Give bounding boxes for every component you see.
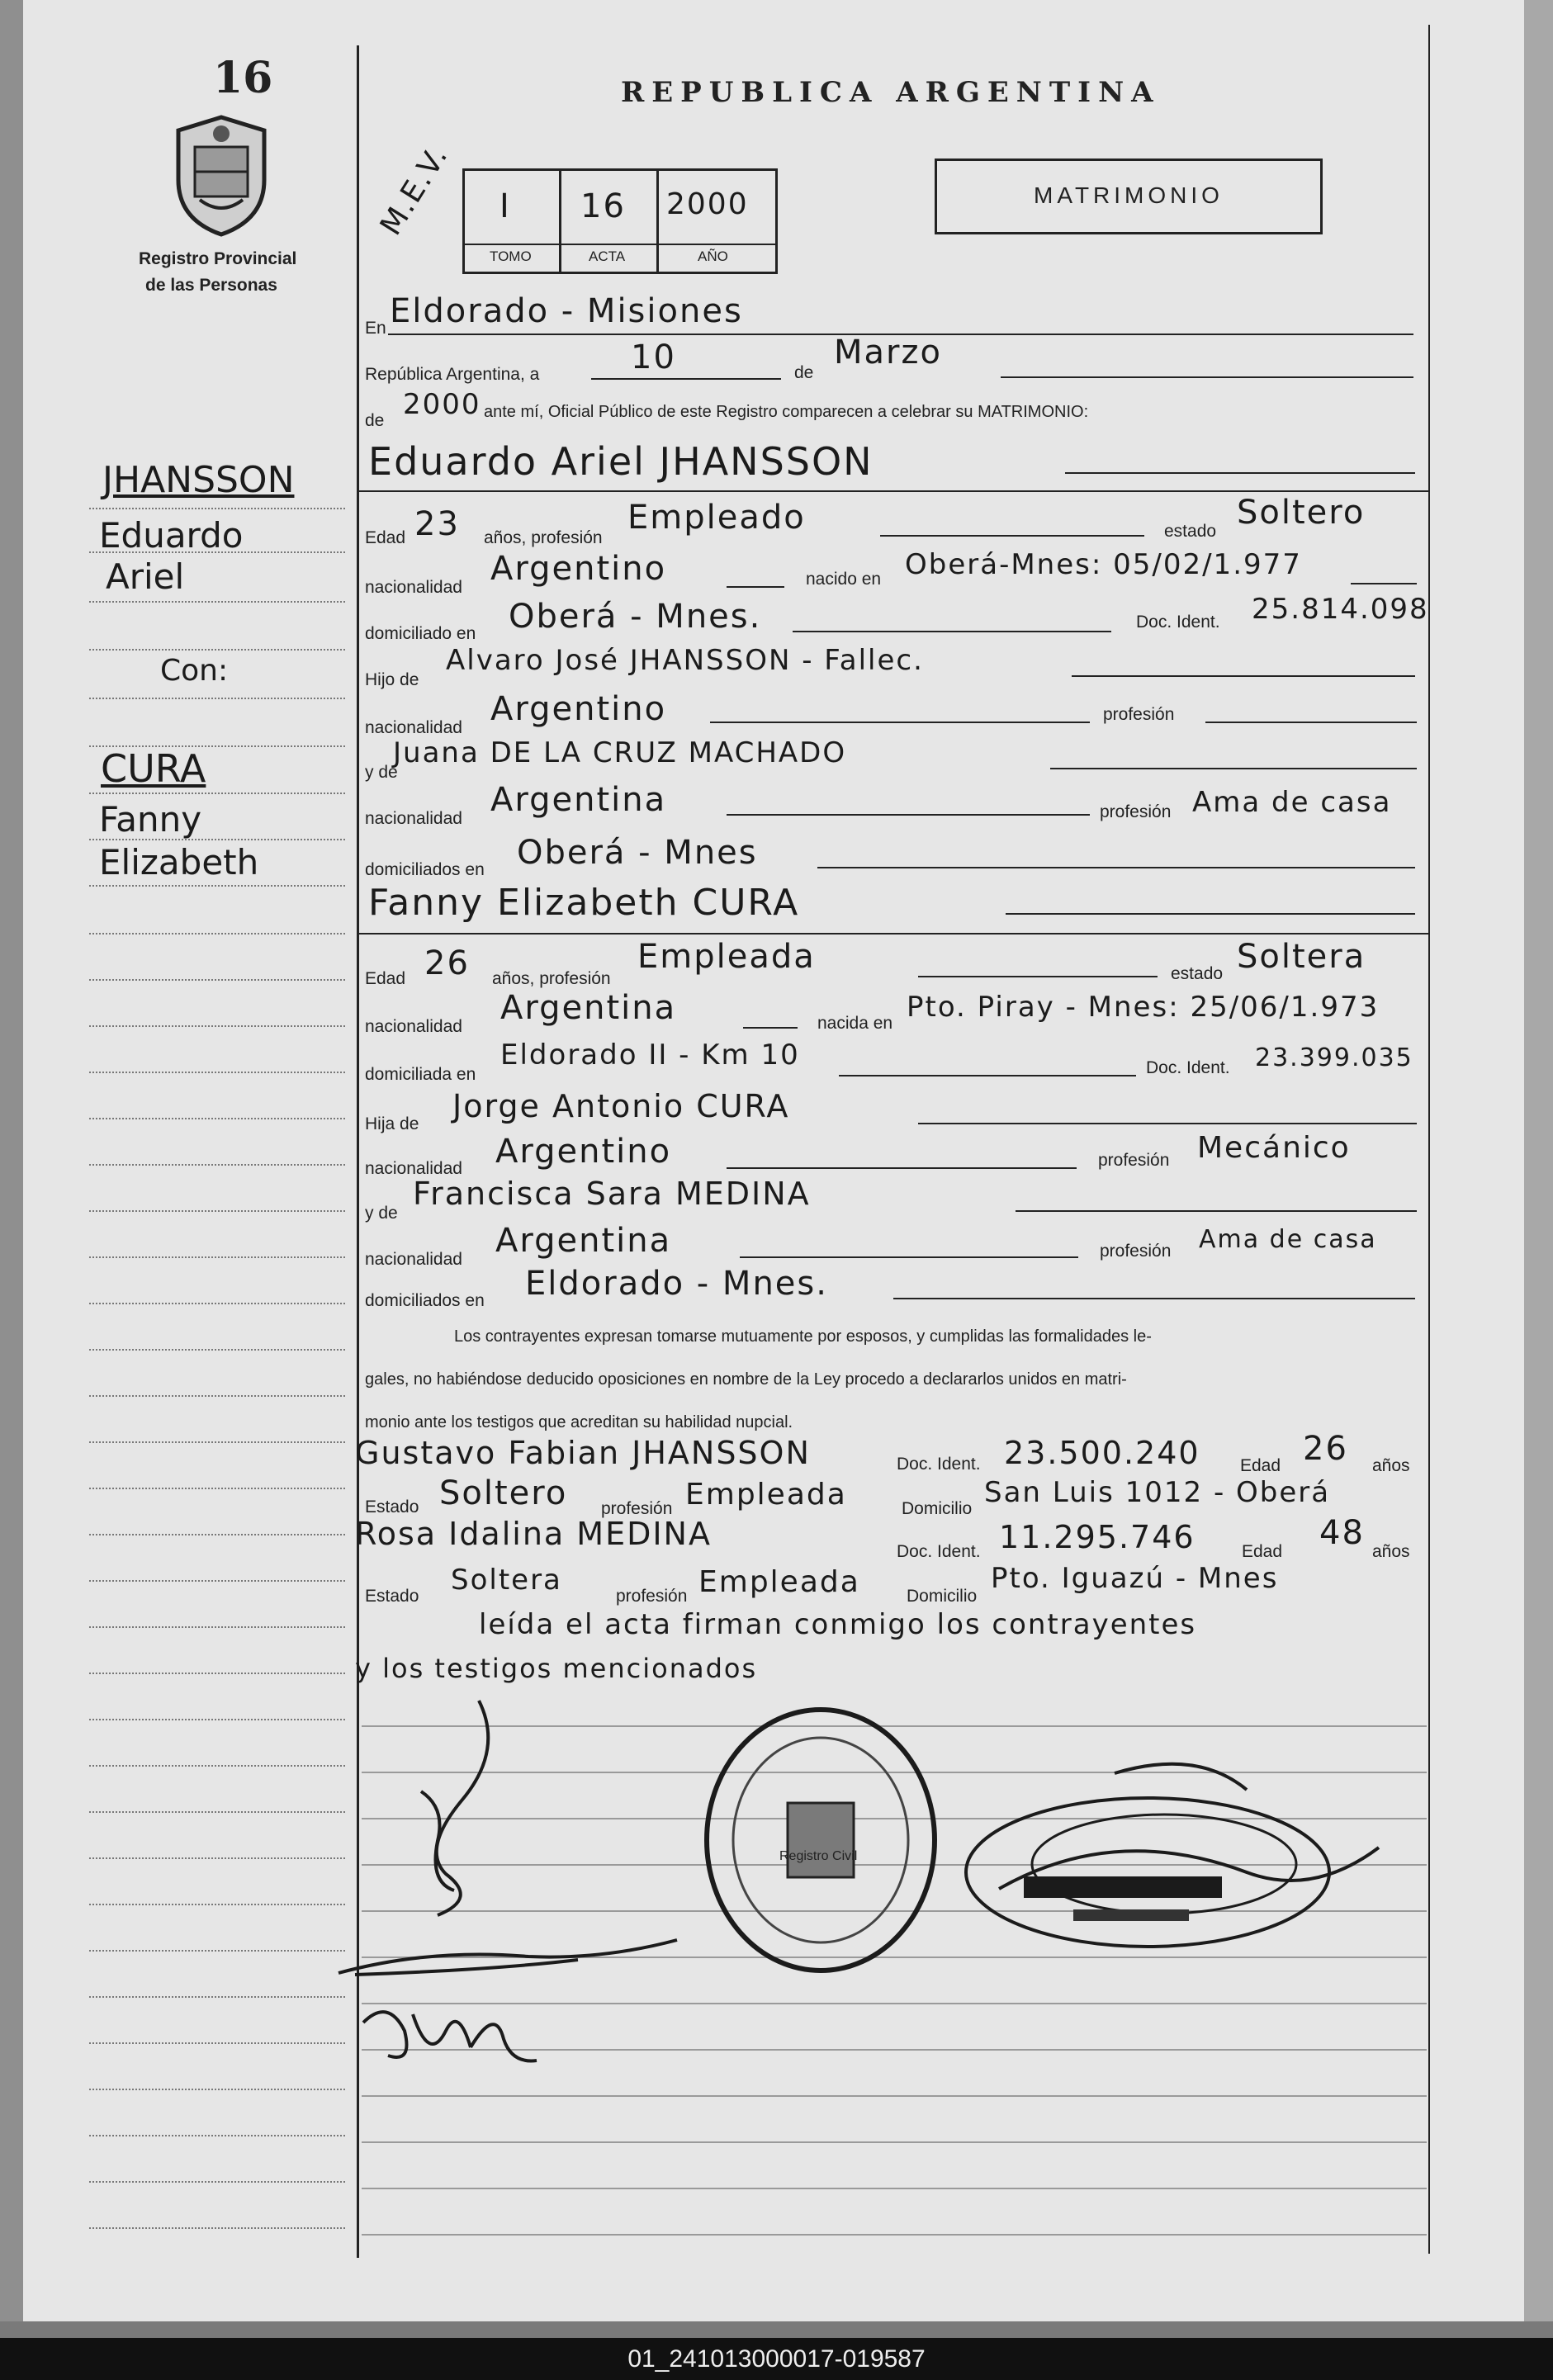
right-border xyxy=(1428,25,1430,2254)
margin-rule xyxy=(89,2227,345,2229)
label-edad: Edad xyxy=(1242,1542,1283,1561)
margin-rule xyxy=(89,2089,345,2090)
groom-domicile: Oberá - Mnes. xyxy=(509,598,762,636)
witness2-age: 48 xyxy=(1319,1514,1365,1552)
line xyxy=(1205,722,1417,723)
line xyxy=(1006,913,1415,915)
line xyxy=(1050,768,1417,769)
header-title: REPUBLICA ARGENTINA xyxy=(621,76,1161,109)
record-box xyxy=(462,168,778,274)
bride-age: 26 xyxy=(424,944,470,982)
label-nacida-en: nacida en xyxy=(817,1014,893,1033)
statement-line-2: gales, no habiéndose deducido oposiciones en nombre de la Ley procedo a declararlos unidos en matri- xyxy=(365,1370,1127,1389)
groom-mother-nationality: Argentina xyxy=(490,781,667,819)
bride-mother-nationality: Argentina xyxy=(495,1222,672,1260)
witness2-domicile: Pto. Iguazú - Mnes xyxy=(991,1562,1279,1595)
groom-doc: 25.814.098 xyxy=(1252,593,1429,626)
registry-name-line1: Registro Provincial xyxy=(139,249,297,268)
label-edad: Edad xyxy=(365,528,406,547)
line xyxy=(1072,675,1415,677)
margin-rule xyxy=(89,1349,345,1351)
bride-mother-profession: Ama de casa xyxy=(1199,1225,1377,1254)
label-profesion: profesión xyxy=(1098,1151,1170,1170)
label-profesion: profesión xyxy=(1100,1242,1172,1261)
margin-rule xyxy=(89,2181,345,2183)
record-ano: 2000 xyxy=(666,187,749,221)
witness1-domicile: San Luis 1012 - Oberá xyxy=(984,1476,1331,1509)
label-doc-ident: Doc. Ident. xyxy=(897,1455,981,1474)
margin-rule xyxy=(89,1256,345,1258)
margin-rule xyxy=(89,1626,345,1628)
bride-father: Jorge Antonio CURA xyxy=(452,1088,790,1124)
margin-rule xyxy=(89,1072,345,1073)
margin-rule xyxy=(89,1811,345,1813)
margin-rule xyxy=(89,508,345,509)
line xyxy=(793,631,1111,632)
margin-rule xyxy=(89,1210,345,1212)
witness1-name: Gustavo Fabian JHANSSON xyxy=(355,1435,811,1471)
bride-full-name: Fanny Elizabeth CURA xyxy=(368,882,800,924)
witness2-status: Soltera xyxy=(451,1564,562,1597)
label-domiciliado-en: domiciliado en xyxy=(365,624,476,643)
margin-rule xyxy=(89,745,345,747)
line xyxy=(839,1075,1136,1076)
margin-rule xyxy=(89,1488,345,1489)
bride-mother: Francisca Sara MEDINA xyxy=(413,1176,811,1212)
body-rule xyxy=(362,2141,1427,2143)
label-y-de: y de xyxy=(365,1204,398,1223)
label-nacionalidad: nacionalidad xyxy=(365,809,462,828)
label-hija-de: Hija de xyxy=(365,1114,419,1133)
page-bottom-edge xyxy=(0,2321,1553,2338)
label-nacionalidad: nacionalidad xyxy=(365,1159,462,1178)
line xyxy=(743,1027,798,1029)
label-y-de: y de xyxy=(365,763,398,782)
margin-rule xyxy=(89,1580,345,1582)
line xyxy=(1065,472,1415,474)
line xyxy=(740,1256,1078,1258)
place: Eldorado - Misiones xyxy=(390,292,743,330)
label-doc-ident: Doc. Ident. xyxy=(1136,613,1220,632)
intro-text: ante mí, Oficial Público de este Registro comparecen a celebrar su MATRIMONIO: xyxy=(484,403,1089,421)
label-doc-ident: Doc. Ident. xyxy=(1146,1058,1230,1077)
line xyxy=(918,976,1158,977)
bride-domicile: Eldorado II - Km 10 xyxy=(500,1039,800,1072)
statement-line-3: monio ante los testigos que acreditan su habilidad nupcial. xyxy=(365,1413,793,1431)
label-nacionalidad: nacionalidad xyxy=(365,578,462,597)
margin-bride-surname: CURA xyxy=(101,746,206,791)
label-estado: estado xyxy=(1164,522,1217,541)
margin-rule xyxy=(89,2042,345,2044)
margin-groom-first: Eduardo xyxy=(99,515,244,556)
groom-father: Alvaro José JHANSSON - Fallec. xyxy=(446,644,924,677)
label-anos-profesion: años, profesión xyxy=(484,528,603,547)
record-label-rule xyxy=(465,244,775,245)
line xyxy=(727,586,784,588)
page-number: 16 xyxy=(213,53,273,103)
line xyxy=(591,378,781,380)
line xyxy=(1016,1210,1417,1212)
margin-rule xyxy=(89,1303,345,1304)
bride-status: Soltera xyxy=(1237,938,1366,976)
line xyxy=(710,722,1090,723)
record-tomo-label: TOMO xyxy=(490,248,532,264)
margin-rule xyxy=(89,649,345,651)
bride-parents-domicile: Eldorado - Mnes. xyxy=(525,1265,828,1303)
body-rule xyxy=(362,2095,1427,2097)
label-profesion: profesión xyxy=(1103,705,1175,724)
groom-mother: Juana DE LA CRUZ MACHADO xyxy=(393,736,847,769)
act-type-box xyxy=(935,159,1323,234)
margin-rule xyxy=(89,1857,345,1859)
line xyxy=(893,1298,1415,1299)
margin-rule xyxy=(89,1950,345,1952)
file-caption: 01_241013000017-019587 xyxy=(0,2338,1553,2380)
label-doc-ident: Doc. Ident. xyxy=(897,1542,981,1561)
label-en: En xyxy=(365,319,386,338)
label-estado: Estado xyxy=(365,1498,419,1516)
line xyxy=(817,867,1415,868)
margin-con: Con: xyxy=(160,654,229,688)
label-hijo-de: Hijo de xyxy=(365,670,419,689)
record-tomo: I xyxy=(500,187,511,225)
line xyxy=(918,1123,1417,1124)
margin-rule xyxy=(89,1118,345,1119)
year: 2000 xyxy=(403,388,481,421)
registry-name-line2: de las Personas xyxy=(145,276,277,295)
record-divider xyxy=(559,171,561,272)
margin-rule xyxy=(89,551,345,553)
groom-nationality: Argentino xyxy=(490,550,667,588)
bride-father-profession: Mecánico xyxy=(1197,1131,1351,1165)
label-de2: de xyxy=(365,411,385,430)
margin-rule xyxy=(89,793,345,794)
body-rule xyxy=(362,2188,1427,2189)
closing-line-2: y los testigos mencionados xyxy=(355,1653,758,1684)
margin-rule xyxy=(89,979,345,981)
label-profesion: profesión xyxy=(601,1499,673,1518)
witness2-name: Rosa Idalina MEDINA xyxy=(355,1516,712,1552)
groom-father-nationality: Argentino xyxy=(490,690,667,728)
margin-rule xyxy=(89,1904,345,1905)
margin-rule xyxy=(89,1996,345,1998)
signature-contrayente-1 xyxy=(388,1684,520,1932)
line xyxy=(880,535,1144,537)
signature-contrayente-2 xyxy=(330,1923,685,1990)
label-nacido-en: nacido en xyxy=(806,570,882,589)
margin-rule xyxy=(89,698,345,699)
margin-bride-first: Fanny xyxy=(99,799,202,840)
section-rule xyxy=(358,933,1428,934)
statement-line-1: Los contrayentes expresan tomarse mutuamente por esposos, y cumplidas las formalidades le- xyxy=(454,1327,1152,1346)
margin-rule xyxy=(89,1534,345,1535)
month: Marzo xyxy=(834,334,942,371)
witness1-doc: 23.500.240 xyxy=(1004,1435,1200,1471)
bride-doc: 23.399.035 xyxy=(1255,1043,1413,1072)
label-profesion: profesión xyxy=(616,1587,688,1606)
body-rule xyxy=(362,2234,1427,2236)
label-edad: Edad xyxy=(365,969,406,988)
signature-testigo xyxy=(355,1990,545,2080)
label-domiciliada-en: domiciliada en xyxy=(365,1065,476,1084)
margin-rule xyxy=(89,839,345,840)
bride-nationality: Argentina xyxy=(500,989,677,1027)
margin-rule xyxy=(89,1395,345,1397)
signature-oficial xyxy=(949,1740,1428,1988)
label-domicilio: Domicilio xyxy=(907,1587,978,1606)
groom-age: 23 xyxy=(414,505,460,543)
bride-father-nationality: Argentino xyxy=(495,1133,672,1171)
registry-coat-of-arms-icon xyxy=(170,114,272,238)
witness1-age: 26 xyxy=(1303,1430,1348,1468)
label-nacionalidad: nacionalidad xyxy=(365,1250,462,1269)
record-divider xyxy=(656,171,659,272)
line xyxy=(727,1167,1077,1169)
groom-birth: Oberá-Mnes: 05/02/1.977 xyxy=(905,548,1302,581)
stamp-text: Registro Civil xyxy=(779,1849,858,1863)
section-rule xyxy=(358,490,1428,492)
day: 10 xyxy=(631,338,676,376)
label-domicilio: Domicilio xyxy=(902,1499,973,1518)
witness2-profession: Empleada xyxy=(698,1565,860,1599)
margin-rule xyxy=(89,1025,345,1027)
label-anos: años xyxy=(1372,1456,1410,1475)
margin-groom-second: Ariel xyxy=(106,556,185,597)
bride-profession: Empleada xyxy=(637,938,816,976)
margin-rule xyxy=(89,885,345,887)
margin-groom-surname: JHANSSON xyxy=(102,459,295,501)
line xyxy=(1351,583,1417,584)
margin-rule xyxy=(89,933,345,934)
label-edad: Edad xyxy=(1240,1456,1281,1475)
act-type: MATRIMONIO xyxy=(1034,182,1224,208)
label-nacionalidad: nacionalidad xyxy=(365,1017,462,1036)
label-republica: República Argentina, a xyxy=(365,365,540,384)
book-spine xyxy=(1524,0,1553,2321)
label-domiciliados-en: domiciliados en xyxy=(365,860,485,879)
witness2-doc: 11.295.746 xyxy=(999,1519,1196,1555)
line xyxy=(1001,376,1413,378)
line xyxy=(727,814,1090,816)
label-anos-profesion: años, profesión xyxy=(492,969,611,988)
label-estado: estado xyxy=(1171,964,1224,983)
label-nacionalidad: nacionalidad xyxy=(365,718,462,737)
record-ano-label: AÑO xyxy=(698,248,728,264)
groom-mother-profession: Ama de casa xyxy=(1192,786,1392,819)
label-anos: años xyxy=(1372,1542,1410,1561)
margin-rule xyxy=(89,1164,345,1166)
closing-line-1: leída el acta firman conmigo los contrayentes xyxy=(479,1608,1197,1641)
groom-status: Soltero xyxy=(1237,494,1366,532)
margin-bride-second: Elizabeth xyxy=(99,842,259,882)
label-de: de xyxy=(794,363,814,382)
margin-rule xyxy=(89,1765,345,1767)
witness1-status: Soltero xyxy=(439,1474,568,1512)
bride-birth: Pto. Piray - Mnes: 25/06/1.973 xyxy=(907,991,1380,1024)
margin-rule xyxy=(89,1719,345,1720)
label-domiciliados-en: domiciliados en xyxy=(365,1291,485,1310)
label-profesion: profesión xyxy=(1100,802,1172,821)
record-acta: 16 xyxy=(580,187,626,225)
witness1-profession: Empleada xyxy=(685,1478,847,1512)
margin-rule xyxy=(89,2135,345,2136)
record-acta-label: ACTA xyxy=(589,248,626,264)
label-estado: Estado xyxy=(365,1587,419,1606)
margin-rule xyxy=(89,1441,345,1443)
groom-profession: Empleado xyxy=(627,499,806,537)
initials: M.E.V. xyxy=(373,139,456,242)
groom-full-name: Eduardo Ariel JHANSSON xyxy=(368,439,874,484)
official-seal-stamp xyxy=(698,1704,943,1976)
groom-parents-domicile: Oberá - Mnes xyxy=(517,834,758,872)
margin-rule xyxy=(89,1673,345,1674)
margin-rule xyxy=(89,601,345,603)
